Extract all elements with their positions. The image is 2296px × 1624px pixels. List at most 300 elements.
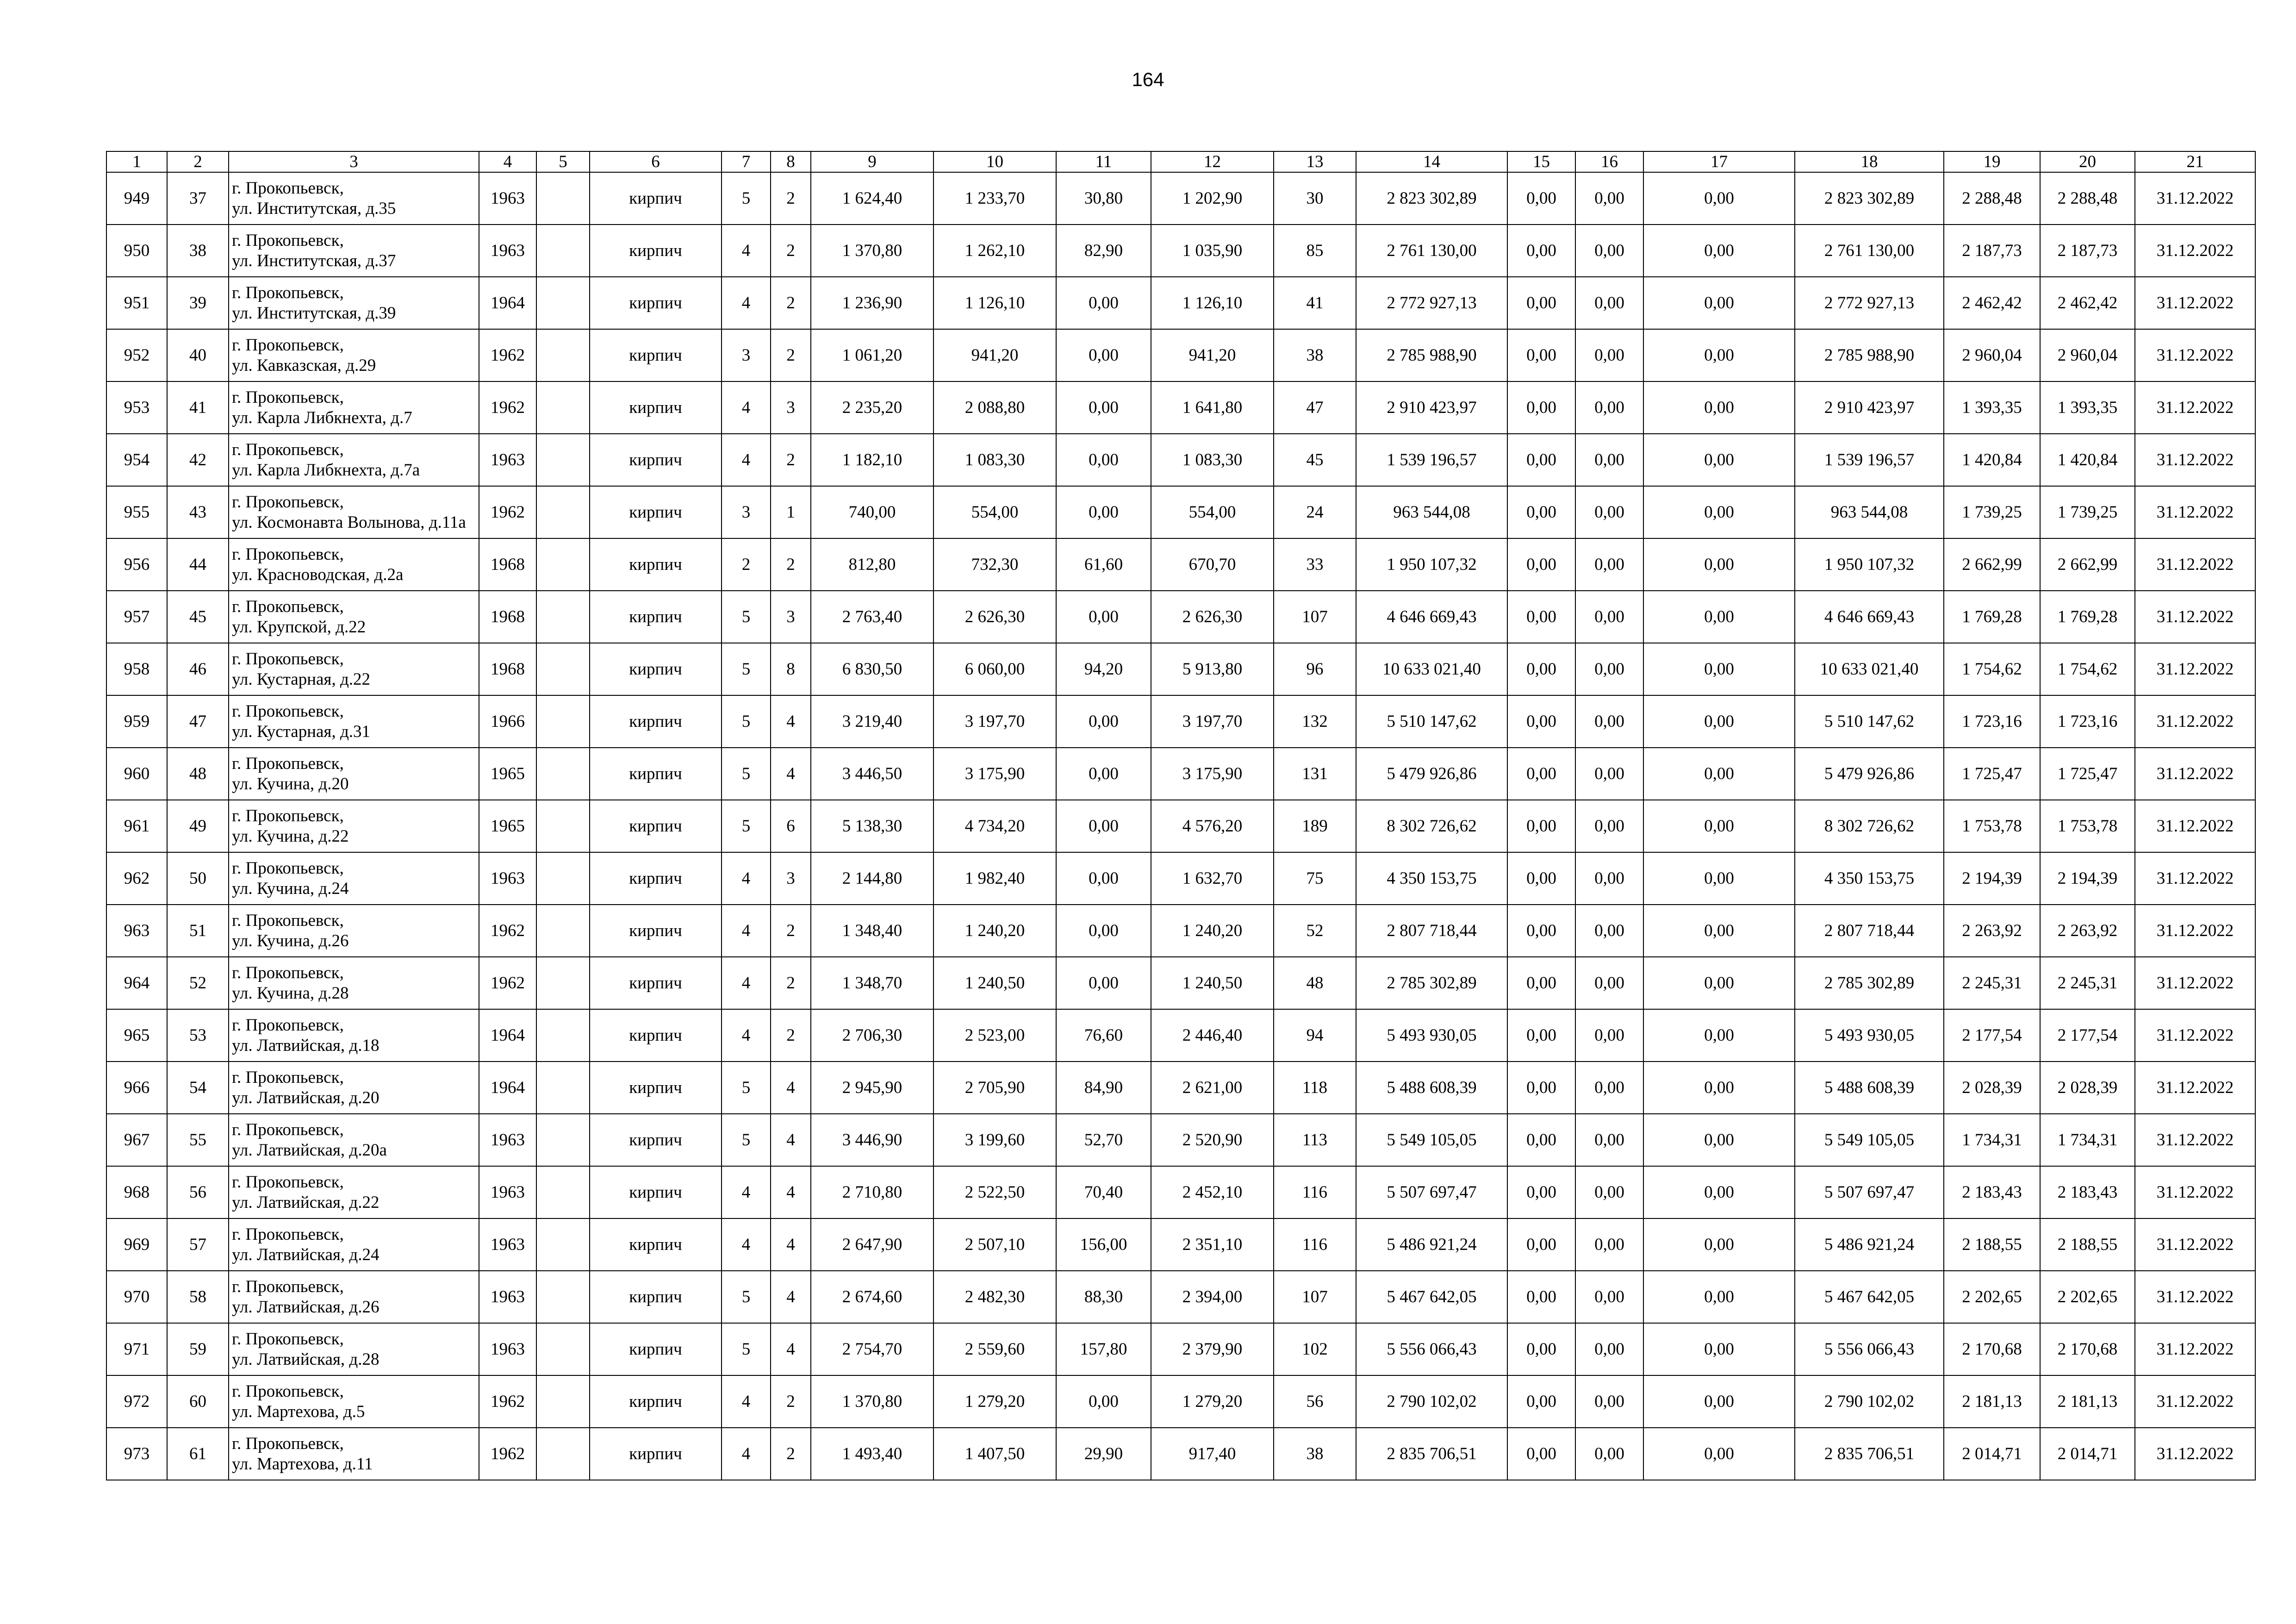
column-16-value: 0,00 (1575, 1062, 1643, 1114)
floors-count: 5 (722, 748, 771, 800)
table-row (106, 748, 2255, 800)
wall-material: кирпич (590, 538, 722, 591)
residents-count: 107 (1274, 1271, 1356, 1323)
total-cost: 5 488 608,39 (1356, 1062, 1507, 1114)
column-17-value: 0,00 (1643, 434, 1795, 486)
address-cell (229, 434, 479, 486)
residents-count: 56 (1274, 1375, 1356, 1428)
address-street: ул. Мартехова, д.11 (232, 1454, 373, 1474)
sub-number: 61 (167, 1428, 229, 1480)
column-19-value: 1 754,62 (1944, 643, 2040, 695)
floors-count: 5 (722, 172, 771, 225)
column-17-value: 0,00 (1643, 172, 1795, 225)
row-number: 953 (106, 381, 167, 434)
column-number-13: 13 (1274, 151, 1356, 172)
column-16-value: 0,00 (1575, 225, 1643, 277)
column-10-value: 2 507,10 (933, 1218, 1056, 1271)
year-built: 1963 (479, 1166, 536, 1218)
column-18-value: 2 910 423,97 (1795, 381, 1944, 434)
address-street: ул. Институтская, д.35 (232, 199, 396, 218)
column-16-value: 0,00 (1575, 1271, 1643, 1323)
floors-count: 4 (722, 1218, 771, 1271)
column-15-value: 0,00 (1507, 1009, 1575, 1062)
column-18-value: 8 302 726,62 (1795, 800, 1944, 852)
column-11-value: 0,00 (1056, 381, 1151, 434)
sub-number: 42 (167, 434, 229, 486)
address-street: ул. Латвийская, д.20а (232, 1140, 387, 1160)
sub-number: 60 (167, 1375, 229, 1428)
column-5-value (536, 172, 590, 225)
address-city: г. Прокопьевск, (232, 492, 344, 512)
column-19-value: 1 420,84 (1944, 434, 2040, 486)
total-area: 3 446,50 (811, 748, 933, 800)
column-number-10: 10 (933, 151, 1056, 172)
sub-number: 49 (167, 800, 229, 852)
column-15-value: 0,00 (1507, 329, 1575, 381)
table-row (106, 695, 2255, 748)
sub-number: 43 (167, 486, 229, 538)
column-17-value: 0,00 (1643, 1218, 1795, 1271)
total-cost: 5 507 697,47 (1356, 1166, 1507, 1218)
total-cost: 5 479 926,86 (1356, 748, 1507, 800)
entrances-count: 2 (771, 538, 811, 591)
column-12-value: 1 083,30 (1151, 434, 1274, 486)
completion-date: 31.12.2022 (2135, 172, 2255, 225)
total-cost: 5 486 921,24 (1356, 1218, 1507, 1271)
sub-number: 37 (167, 172, 229, 225)
entrances-count: 2 (771, 1428, 811, 1480)
column-10-value: 3 197,70 (933, 695, 1056, 748)
total-area: 1 370,80 (811, 1375, 933, 1428)
address-street: ул. Кучина, д.28 (232, 983, 349, 1003)
column-17-value: 0,00 (1643, 852, 1795, 905)
column-12-value: 1 126,10 (1151, 277, 1274, 329)
column-number-1: 1 (106, 151, 167, 172)
row-number: 959 (106, 695, 167, 748)
wall-material: кирпич (590, 434, 722, 486)
year-built: 1965 (479, 800, 536, 852)
row-number: 968 (106, 1166, 167, 1218)
column-12-value: 670,70 (1151, 538, 1274, 591)
column-11-value: 0,00 (1056, 957, 1151, 1009)
floors-count: 4 (722, 381, 771, 434)
completion-date: 31.12.2022 (2135, 957, 2255, 1009)
column-18-value: 2 835 706,51 (1795, 1428, 1944, 1480)
column-5-value (536, 1166, 590, 1218)
sub-number: 54 (167, 1062, 229, 1114)
total-area: 2 235,20 (811, 381, 933, 434)
address-cell (229, 1009, 479, 1062)
column-10-value: 1 240,50 (933, 957, 1056, 1009)
wall-material: кирпич (590, 172, 722, 225)
entrances-count: 2 (771, 329, 811, 381)
column-20-value: 2 462,42 (2040, 277, 2135, 329)
column-16-value: 0,00 (1575, 591, 1643, 643)
floors-count: 4 (722, 1166, 771, 1218)
column-number-6: 6 (590, 151, 722, 172)
completion-date: 31.12.2022 (2135, 1271, 2255, 1323)
column-16-value: 0,00 (1575, 800, 1643, 852)
column-11-value: 70,40 (1056, 1166, 1151, 1218)
total-cost: 5 510 147,62 (1356, 695, 1507, 748)
column-18-value: 4 350 153,75 (1795, 852, 1944, 905)
column-18-value: 963 544,08 (1795, 486, 1944, 538)
row-number: 950 (106, 225, 167, 277)
table-row (106, 225, 2255, 277)
column-16-value: 0,00 (1575, 486, 1643, 538)
entrances-count: 3 (771, 591, 811, 643)
sub-number: 40 (167, 329, 229, 381)
column-20-value: 1 420,84 (2040, 434, 2135, 486)
column-15-value: 0,00 (1507, 538, 1575, 591)
table-row (106, 1375, 2255, 1428)
address-street: ул. Институтская, д.37 (232, 251, 396, 270)
column-10-value: 3 175,90 (933, 748, 1056, 800)
floors-count: 5 (722, 1323, 771, 1375)
column-19-value: 1 725,47 (1944, 748, 2040, 800)
total-cost: 2 835 706,51 (1356, 1428, 1507, 1480)
address-city: г. Прокопьевск, (232, 1381, 344, 1401)
column-10-value: 1 262,10 (933, 225, 1056, 277)
year-built: 1968 (479, 591, 536, 643)
column-11-value: 84,90 (1056, 1062, 1151, 1114)
column-15-value: 0,00 (1507, 591, 1575, 643)
column-15-value: 0,00 (1507, 800, 1575, 852)
address-cell (229, 852, 479, 905)
total-cost: 2 790 102,02 (1356, 1375, 1507, 1428)
address-cell (229, 172, 479, 225)
column-11-value: 94,20 (1056, 643, 1151, 695)
address-street: ул. Институтская, д.39 (232, 303, 396, 323)
column-20-value: 2 188,55 (2040, 1218, 2135, 1271)
column-5-value (536, 905, 590, 957)
address-street: ул. Латвийская, д.20 (232, 1088, 380, 1107)
year-built: 1962 (479, 486, 536, 538)
address-city: г. Прокопьевск, (232, 911, 344, 930)
column-16-value: 0,00 (1575, 1218, 1643, 1271)
sub-number: 46 (167, 643, 229, 695)
row-number: 961 (106, 800, 167, 852)
entrances-count: 4 (771, 1062, 811, 1114)
column-5-value (536, 1323, 590, 1375)
column-11-value: 82,90 (1056, 225, 1151, 277)
year-built: 1966 (479, 695, 536, 748)
year-built: 1964 (479, 1062, 536, 1114)
column-18-value: 1 539 196,57 (1795, 434, 1944, 486)
address-city: г. Прокопьевск, (232, 1172, 344, 1192)
column-11-value: 0,00 (1056, 852, 1151, 905)
column-18-value: 2 823 302,89 (1795, 172, 1944, 225)
row-number: 962 (106, 852, 167, 905)
column-16-value: 0,00 (1575, 905, 1643, 957)
address-city: г. Прокопьевск, (232, 1224, 344, 1244)
address-city: г. Прокопьевск, (232, 178, 344, 198)
column-18-value: 2 772 927,13 (1795, 277, 1944, 329)
residents-count: 116 (1274, 1218, 1356, 1271)
column-16-value: 0,00 (1575, 1428, 1643, 1480)
column-10-value: 1 126,10 (933, 277, 1056, 329)
row-number: 973 (106, 1428, 167, 1480)
floors-count: 4 (722, 1428, 771, 1480)
wall-material: кирпич (590, 329, 722, 381)
residents-count: 38 (1274, 329, 1356, 381)
total-cost: 10 633 021,40 (1356, 643, 1507, 695)
wall-material: кирпич (590, 695, 722, 748)
total-area: 3 446,90 (811, 1114, 933, 1166)
column-15-value: 0,00 (1507, 1062, 1575, 1114)
column-number-7: 7 (722, 151, 771, 172)
table-row (106, 1062, 2255, 1114)
column-19-value: 2 014,71 (1944, 1428, 2040, 1480)
column-20-value: 2 187,73 (2040, 225, 2135, 277)
column-16-value: 0,00 (1575, 1114, 1643, 1166)
column-12-value: 1 279,20 (1151, 1375, 1274, 1428)
column-11-value: 76,60 (1056, 1009, 1151, 1062)
column-19-value: 2 028,39 (1944, 1062, 2040, 1114)
column-number-17: 17 (1643, 151, 1795, 172)
column-12-value: 1 240,50 (1151, 957, 1274, 1009)
total-cost: 2 807 718,44 (1356, 905, 1507, 957)
address-street: ул. Космонавта Волынова, д.11а (232, 512, 466, 532)
column-11-value: 88,30 (1056, 1271, 1151, 1323)
column-12-value: 1 632,70 (1151, 852, 1274, 905)
column-17-value: 0,00 (1643, 1166, 1795, 1218)
row-number: 964 (106, 957, 167, 1009)
column-15-value: 0,00 (1507, 905, 1575, 957)
year-built: 1963 (479, 1323, 536, 1375)
address-street: ул. Карла Либкнехта, д.7 (232, 408, 412, 427)
column-19-value: 1 753,78 (1944, 800, 2040, 852)
wall-material: кирпич (590, 1271, 722, 1323)
total-cost: 2 772 927,13 (1356, 277, 1507, 329)
column-5-value (536, 800, 590, 852)
column-5-value (536, 643, 590, 695)
floors-count: 4 (722, 225, 771, 277)
address-street: ул. Латвийская, д.24 (232, 1245, 380, 1264)
total-area: 2 763,40 (811, 591, 933, 643)
completion-date: 31.12.2022 (2135, 852, 2255, 905)
column-10-value: 1 233,70 (933, 172, 1056, 225)
column-number-14: 14 (1356, 151, 1507, 172)
year-built: 1962 (479, 905, 536, 957)
address-city: г. Прокопьевск, (232, 335, 344, 355)
residents-count: 45 (1274, 434, 1356, 486)
column-12-value: 941,20 (1151, 329, 1274, 381)
address-cell (229, 538, 479, 591)
table-row (106, 538, 2255, 591)
total-area: 1 061,20 (811, 329, 933, 381)
column-17-value: 0,00 (1643, 591, 1795, 643)
column-number-8: 8 (771, 151, 811, 172)
floors-count: 4 (722, 852, 771, 905)
floors-count: 5 (722, 800, 771, 852)
entrances-count: 2 (771, 1009, 811, 1062)
column-10-value: 2 705,90 (933, 1062, 1056, 1114)
column-12-value: 2 379,90 (1151, 1323, 1274, 1375)
column-12-value: 554,00 (1151, 486, 1274, 538)
column-11-value: 0,00 (1056, 591, 1151, 643)
wall-material: кирпич (590, 1218, 722, 1271)
column-15-value: 0,00 (1507, 1271, 1575, 1323)
year-built: 1963 (479, 1271, 536, 1323)
completion-date: 31.12.2022 (2135, 1009, 2255, 1062)
year-built: 1963 (479, 1218, 536, 1271)
column-15-value: 0,00 (1507, 643, 1575, 695)
total-area: 1 370,80 (811, 225, 933, 277)
residents-count: 132 (1274, 695, 1356, 748)
column-18-value: 2 807 718,44 (1795, 905, 1944, 957)
row-number: 954 (106, 434, 167, 486)
column-5-value (536, 538, 590, 591)
completion-date: 31.12.2022 (2135, 1114, 2255, 1166)
completion-date: 31.12.2022 (2135, 643, 2255, 695)
table-row (106, 1271, 2255, 1323)
year-built: 1968 (479, 643, 536, 695)
column-17-value: 0,00 (1643, 1428, 1795, 1480)
address-cell (229, 957, 479, 1009)
column-number-11: 11 (1056, 151, 1151, 172)
residents-count: 189 (1274, 800, 1356, 852)
completion-date: 31.12.2022 (2135, 1062, 2255, 1114)
address-street: ул. Кучина, д.20 (232, 774, 349, 793)
column-12-value: 1 035,90 (1151, 225, 1274, 277)
entrances-count: 4 (771, 695, 811, 748)
column-16-value: 0,00 (1575, 1166, 1643, 1218)
column-15-value: 0,00 (1507, 381, 1575, 434)
column-17-value: 0,00 (1643, 486, 1795, 538)
year-built: 1962 (479, 1375, 536, 1428)
wall-material: кирпич (590, 1375, 722, 1428)
column-16-value: 0,00 (1575, 329, 1643, 381)
sub-number: 51 (167, 905, 229, 957)
column-18-value: 5 479 926,86 (1795, 748, 1944, 800)
sub-number: 53 (167, 1009, 229, 1062)
floors-count: 3 (722, 329, 771, 381)
wall-material: кирпич (590, 486, 722, 538)
column-5-value (536, 1114, 590, 1166)
column-11-value: 0,00 (1056, 329, 1151, 381)
column-17-value: 0,00 (1643, 1062, 1795, 1114)
column-16-value: 0,00 (1575, 1375, 1643, 1428)
year-built: 1963 (479, 1114, 536, 1166)
total-area: 3 219,40 (811, 695, 933, 748)
floors-count: 4 (722, 1009, 771, 1062)
column-11-value: 0,00 (1056, 748, 1151, 800)
address-city: г. Прокопьевск, (232, 597, 344, 616)
address-street: ул. Латвийская, д.28 (232, 1349, 380, 1369)
column-18-value: 5 510 147,62 (1795, 695, 1944, 748)
column-12-value: 2 626,30 (1151, 591, 1274, 643)
year-built: 1962 (479, 329, 536, 381)
completion-date: 31.12.2022 (2135, 381, 2255, 434)
address-street: ул. Кавказская, д.29 (232, 356, 376, 375)
table-row (106, 381, 2255, 434)
column-5-value (536, 434, 590, 486)
total-cost: 2 910 423,97 (1356, 381, 1507, 434)
total-area: 2 144,80 (811, 852, 933, 905)
table-row (106, 329, 2255, 381)
address-cell (229, 905, 479, 957)
column-10-value: 3 199,60 (933, 1114, 1056, 1166)
table-row (106, 1428, 2255, 1480)
residents-count: 75 (1274, 852, 1356, 905)
column-11-value: 61,60 (1056, 538, 1151, 591)
year-built: 1962 (479, 957, 536, 1009)
address-street: ул. Красноводская, д.2а (232, 565, 404, 584)
residents-count: 33 (1274, 538, 1356, 591)
column-15-value: 0,00 (1507, 748, 1575, 800)
residents-count: 47 (1274, 381, 1356, 434)
table-row (106, 643, 2255, 695)
column-11-value: 0,00 (1056, 905, 1151, 957)
column-15-value: 0,00 (1507, 172, 1575, 225)
floors-count: 2 (722, 538, 771, 591)
column-20-value: 1 723,16 (2040, 695, 2135, 748)
completion-date: 31.12.2022 (2135, 591, 2255, 643)
address-city: г. Прокопьевск, (232, 858, 344, 878)
address-street: ул. Кустарная, д.31 (232, 722, 371, 741)
column-12-value: 5 913,80 (1151, 643, 1274, 695)
entrances-count: 8 (771, 643, 811, 695)
year-built: 1963 (479, 225, 536, 277)
floors-count: 5 (722, 1062, 771, 1114)
completion-date: 31.12.2022 (2135, 538, 2255, 591)
total-cost: 8 302 726,62 (1356, 800, 1507, 852)
total-area: 740,00 (811, 486, 933, 538)
address-city: г. Прокопьевск, (232, 1329, 344, 1349)
column-5-value (536, 591, 590, 643)
entrances-count: 2 (771, 172, 811, 225)
column-5-value (536, 1375, 590, 1428)
completion-date: 31.12.2022 (2135, 748, 2255, 800)
column-16-value: 0,00 (1575, 277, 1643, 329)
wall-material: кирпич (590, 800, 722, 852)
column-12-value: 3 175,90 (1151, 748, 1274, 800)
year-built: 1968 (479, 538, 536, 591)
row-number: 960 (106, 748, 167, 800)
total-area: 2 647,90 (811, 1218, 933, 1271)
column-18-value: 2 785 302,89 (1795, 957, 1944, 1009)
total-cost: 963 544,08 (1356, 486, 1507, 538)
column-18-value: 4 646 669,43 (1795, 591, 1944, 643)
residents-count: 96 (1274, 643, 1356, 695)
housing-register-table (106, 151, 2256, 1480)
wall-material: кирпич (590, 905, 722, 957)
address-street: ул. Латвийская, д.26 (232, 1297, 380, 1317)
column-12-value: 917,40 (1151, 1428, 1274, 1480)
column-number-5: 5 (536, 151, 590, 172)
column-19-value: 1 734,31 (1944, 1114, 2040, 1166)
column-19-value: 2 181,13 (1944, 1375, 2040, 1428)
sub-number: 41 (167, 381, 229, 434)
sub-number: 58 (167, 1271, 229, 1323)
column-19-value: 2 183,43 (1944, 1166, 2040, 1218)
entrances-count: 2 (771, 277, 811, 329)
column-18-value: 1 950 107,32 (1795, 538, 1944, 591)
column-5-value (536, 277, 590, 329)
entrances-count: 4 (771, 748, 811, 800)
address-city: г. Прокопьевск, (232, 1120, 344, 1139)
column-19-value: 2 662,99 (1944, 538, 2040, 591)
column-5-value (536, 1009, 590, 1062)
year-built: 1963 (479, 852, 536, 905)
column-17-value: 0,00 (1643, 800, 1795, 852)
column-20-value: 1 725,47 (2040, 748, 2135, 800)
column-16-value: 0,00 (1575, 434, 1643, 486)
total-area: 2 754,70 (811, 1323, 933, 1375)
column-16-value: 0,00 (1575, 381, 1643, 434)
address-cell (229, 695, 479, 748)
